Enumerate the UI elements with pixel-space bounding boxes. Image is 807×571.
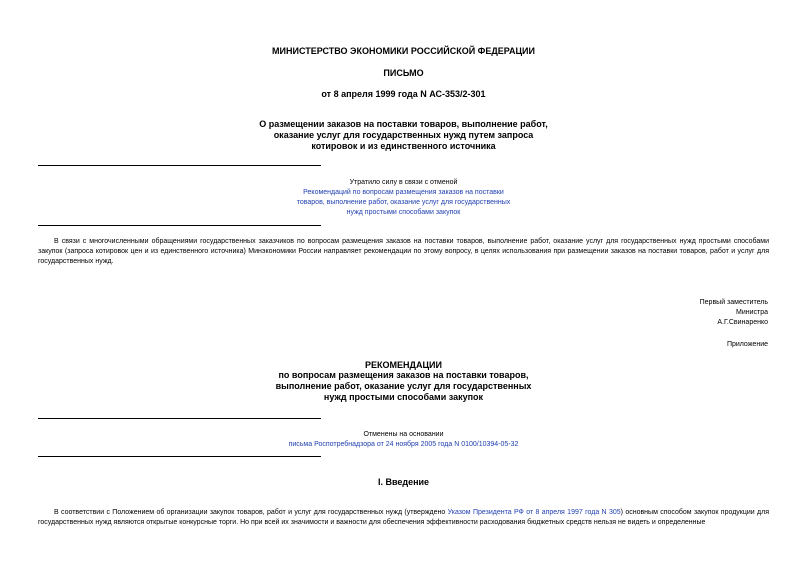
divider — [38, 165, 321, 166]
recommendations-subtitle — [0, 370, 807, 403]
section-text: В соответствии с Положением об организации закупок товаров, работ и услуг для государственных нужд (утверждено — [54, 509, 448, 516]
divider — [38, 418, 321, 419]
doc-date-number: от 8 апреля 1999 года N АС-353/2-301 — [321, 89, 486, 99]
recommendations-title: РЕКОМЕНДАЦИИ — [365, 360, 442, 370]
signature-position: Первый заместитель — [699, 299, 768, 306]
presidential-decree-link[interactable]: Указом Президента РФ от 8 апреля 1997 года N 305 — [447, 509, 621, 516]
section-paragraph — [38, 508, 769, 528]
subtitle-line: по вопросам размещения заказов на поставки товаров, — [278, 370, 529, 380]
repeal-link-line[interactable]: товаров, выполнение работ, оказание услуг для государственных — [296, 199, 511, 206]
subject-line: оказание услуг для государственных нужд путем запроса — [273, 130, 534, 140]
repeal-basis-link[interactable]: письма Роспотребнадзора от 24 ноября 2005 года N 0100/10394-05-32 — [288, 441, 519, 448]
subtitle-line: выполнение работ, оказание услуг для государственных — [275, 381, 532, 391]
status-label-2: Отменены на основании — [363, 431, 444, 438]
doc-subject — [0, 119, 807, 152]
section-text: ) основным способом закупок продукции для государственных нужд являются открытые конкурсные торги. Но при всей их значимости и важности для обеспечения эффективности расходования бюджетных средств нельзя не видеть и определенные — [38, 509, 769, 526]
repeal-link-line[interactable]: нужд простыми способами закупок — [346, 209, 461, 216]
divider — [38, 225, 321, 226]
subject-line: котировок и из единственного источника — [311, 141, 496, 151]
intro-paragraph: В связи с многочисленными обращениями государственных заказчиков по вопросам размещения заказов на поставки товаров, выполнение работ, оказание услуг для государственных нужд простыми способами закупок (запроса котировок цен и из единственного источника) Минэкономики России направляет рекомендации по этому вопросу, в целях использования при размещении заказов на поставки товаров, работ и услуг для государственных нужд. — [38, 238, 769, 265]
signature-block — [560, 298, 768, 328]
repeal-link-line[interactable]: Рекомендаций по вопросам размещения заказов на поставки — [303, 189, 504, 196]
subject-line: О размещении заказов на поставки товаров, выполнение работ, — [259, 119, 548, 129]
divider — [38, 456, 321, 457]
subtitle-line: нужд простыми способами закупок — [323, 392, 484, 402]
section-heading: I. Введение — [377, 477, 430, 487]
signature-position-2: Министра — [735, 309, 768, 316]
signature-name: А.Г.Свинаренко — [717, 319, 768, 326]
status-label: Утратило силу в связи с отменой — [349, 179, 458, 186]
status-note-2 — [200, 430, 607, 450]
appendix-label: Приложение — [726, 341, 768, 348]
status-note — [250, 178, 557, 218]
ministry-title: МИНИСТЕРСТВО ЭКОНОМИКИ РОССИЙСКОЙ ФЕДЕРАЦИИ — [272, 46, 535, 56]
repeal-link[interactable] — [250, 188, 557, 218]
doc-type: ПИСЬМО — [383, 68, 424, 78]
